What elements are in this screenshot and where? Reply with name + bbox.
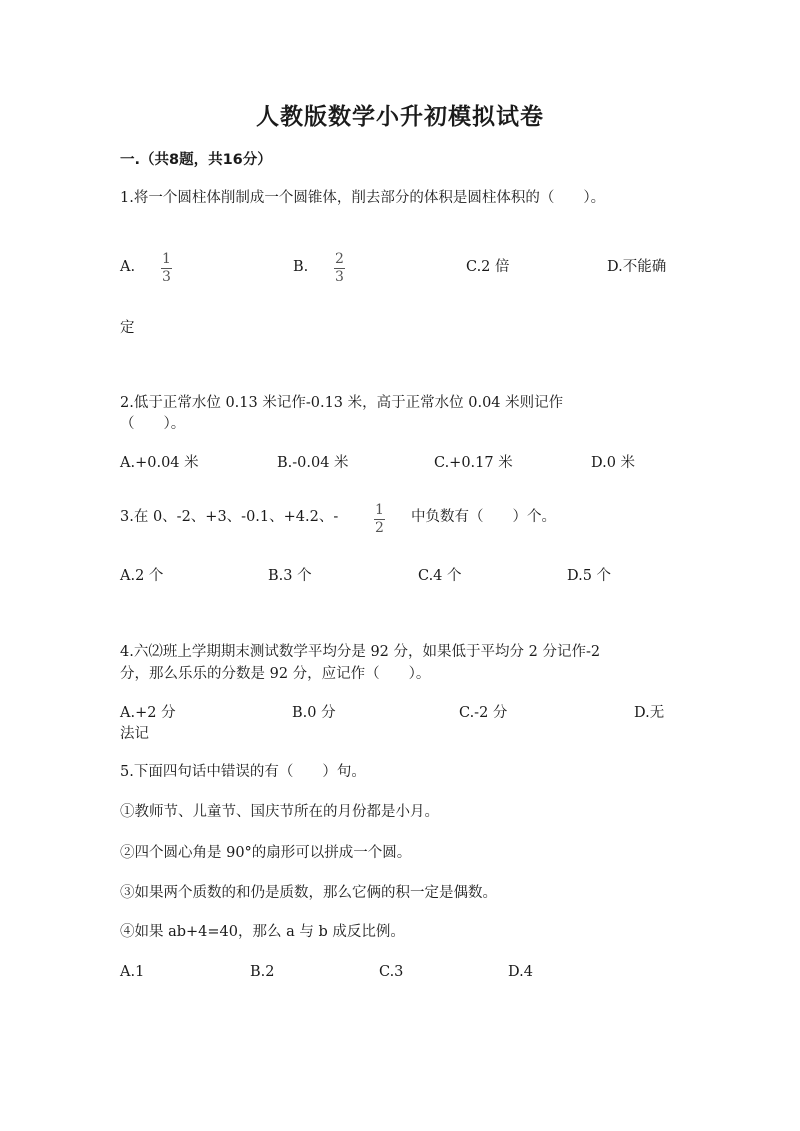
question-1-option-c: C.2 倍	[466, 259, 510, 275]
question-5-option-b: B.2	[250, 964, 275, 980]
fraction-numerator: 1	[375, 502, 384, 518]
question-5-option-d: D.4	[508, 964, 533, 980]
question-5-statement-3: ③如果两个质数的和仍是质数，那么它俩的积一定是偶数。	[120, 885, 497, 901]
question-2-stem-line-2: （ ）。	[120, 416, 186, 432]
question-3-option-c: C.4 个	[418, 568, 462, 584]
fraction-numerator: 1	[162, 251, 171, 267]
question-5-stem: 5.下面四句话中错误的有（ ）句。	[120, 764, 366, 780]
question-3-option-a: A.2 个	[120, 568, 164, 584]
question-1-option-a-label: A.	[120, 259, 136, 275]
question-3-fraction	[374, 503, 385, 536]
question-5-statement-4: ④如果 ab+4=40，那么 a 与 b 成反比例。	[120, 924, 405, 940]
question-1-option-d-continued: 定	[120, 320, 135, 336]
question-1-option-a-fraction	[161, 252, 172, 285]
question-1-option-b-label: B.	[293, 259, 309, 275]
question-5-option-a: A.1	[120, 964, 145, 980]
section-heading: 一.（共8题，共16分）	[120, 152, 272, 168]
question-4-stem-line-2: 分，那么乐乐的分数是 92 分，应记作（ ）。	[120, 666, 431, 682]
fraction-denominator: 3	[162, 269, 171, 285]
question-4-option-a: A.+2 分	[120, 705, 176, 721]
question-3-stem-start: 3.在 0、-2、+3、-0.1、+4.2、-	[120, 509, 339, 525]
question-2-stem-line-1: 2.低于正常水位 0.13 米记作-0.13 米，高于正常水位 0.04 米则记作	[120, 395, 564, 411]
question-1-option-d: D.不能确	[607, 259, 667, 275]
question-5-statement-2: ②四个圆心角是 90°的扇形可以拼成一个圆。	[120, 845, 412, 861]
question-4-option-b: B.0 分	[292, 705, 336, 721]
fraction-denominator: 2	[375, 520, 384, 536]
question-3-option-b: B.3 个	[268, 568, 312, 584]
question-4-option-d-continued: 法记	[120, 726, 149, 742]
question-4-option-d: D.无	[634, 705, 665, 721]
question-2-option-d: D.0 米	[591, 455, 636, 471]
question-2-option-c: C.+0.17 米	[434, 455, 513, 471]
question-2-option-b: B.-0.04 米	[277, 455, 349, 471]
question-1-stem: 1.将一个圆柱体削制成一个圆锥体，削去部分的体积是圆柱体积的（ ）。	[120, 190, 606, 206]
question-1-option-b-fraction	[334, 252, 345, 285]
question-2-option-a: A.+0.04 米	[120, 455, 199, 471]
question-3-option-d: D.5 个	[567, 568, 612, 584]
question-3-stem-end: 中负数有（ ）个。	[411, 509, 556, 525]
question-5-option-c: C.3	[379, 964, 404, 980]
page-title: 人教版数学小升初模拟试卷	[256, 104, 544, 130]
fraction-numerator: 2	[335, 251, 344, 267]
fraction-denominator: 3	[335, 269, 344, 285]
question-4-option-c: C.-2 分	[459, 705, 508, 721]
question-4-stem-line-1: 4.六⑵班上学期期末测试数学平均分是 92 分，如果低于平均分 2 分记作-2	[120, 644, 601, 660]
question-5-statement-1: ①教师节、儿童节、国庆节所在的月份都是小月。	[120, 804, 439, 820]
